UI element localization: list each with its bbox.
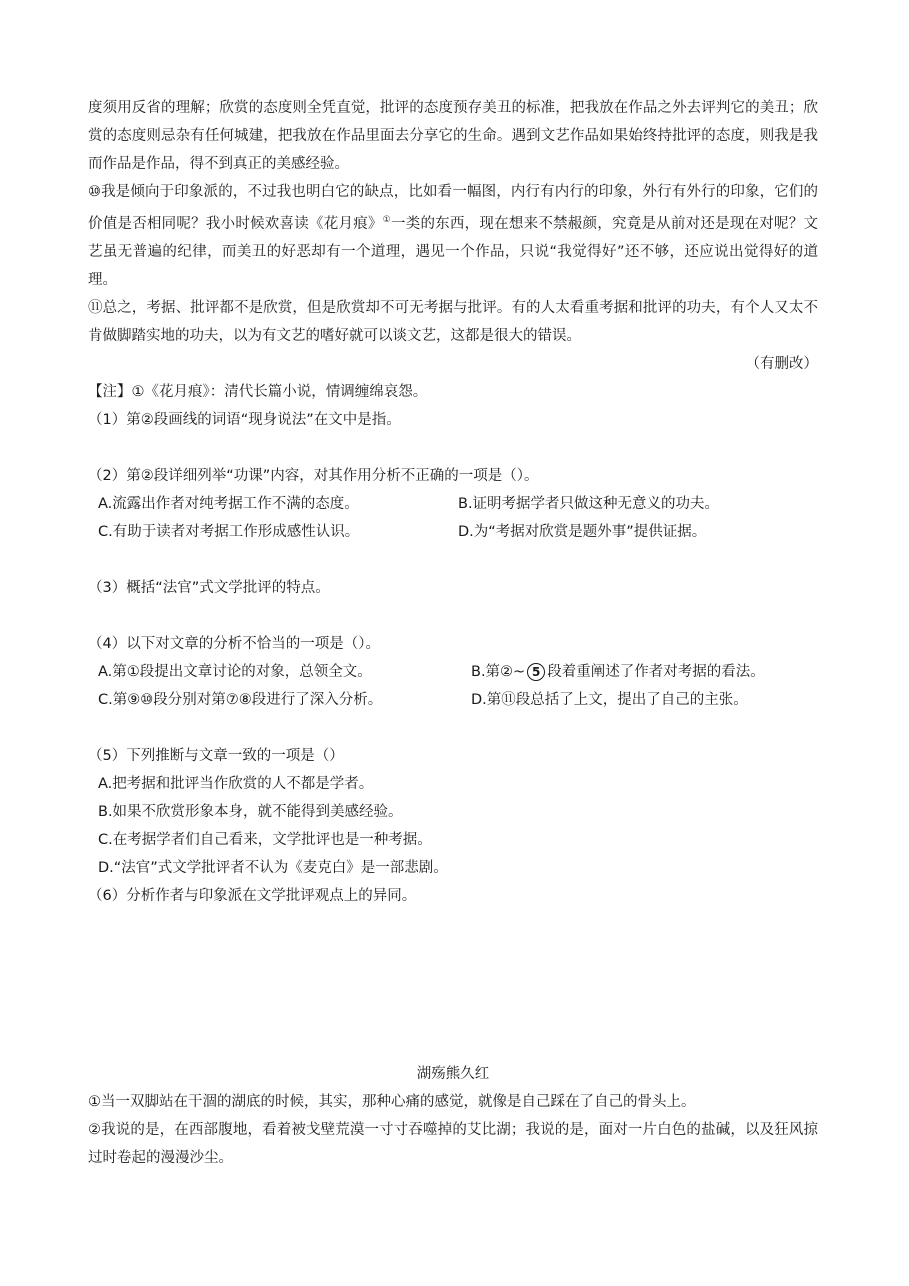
paragraph-10-text-a: ⑩我是倾向于印象派的，不过我也明白它的缺点，比如看一幅图，内行有内行的印象，外行有外行的印象，它们的价值是否相同呢？我小时候欢喜读《花月痕》 — [88, 184, 818, 232]
q5-option-b[interactable]: B.如果不欣赏形象本身，就不能得到美感经验。 — [98, 803, 403, 820]
question-2-options — [88, 490, 818, 546]
exam-page — [88, 94, 818, 1172]
q4-option-b-text: 段着重阐述了作者对考据的看法。 — [547, 663, 765, 680]
passage-paragraph-10 — [88, 178, 818, 294]
answer-space-4 — [88, 714, 818, 742]
circled-number-5: 5 — [527, 663, 545, 681]
passage-paragraph-11: ⑪总之，考据、批评都不是欣赏，但是欣赏却不可无考据与批评。有的人太看重考据和批评的功夫，有个人又太不肯做脚踏实地的功夫，以为有文艺的嗜好就可以谈文艺，这都是很大的错误。 — [88, 299, 818, 344]
answer-space-6 — [88, 910, 818, 1060]
question-4-options — [88, 658, 818, 714]
q4-option-b-prefix: B.第②~ — [471, 663, 526, 680]
q2-option-d[interactable]: D.为“考据对欣赏是题外事”提供证据。 — [458, 523, 707, 540]
q4-option-c[interactable]: C.第⑨⑩段分别对第⑦⑧段进行了深入分析。 — [98, 691, 383, 708]
footnote: 【注】①《花月痕》：清代长篇小说，情调缠绵哀怨。 — [88, 383, 428, 400]
passage-2-paragraph-1: ①当一双脚站在干涸的湖底的时候，其实，那种心痛的感觉，就像是自己踩在了自己的骨头上。 — [88, 1093, 696, 1110]
source-note: （有删改） — [745, 355, 818, 372]
footnote-marker: ① — [382, 215, 391, 225]
q5-option-c[interactable]: C.在考据学者们自己看来，文学批评也是一种考据。 — [98, 831, 432, 848]
question-2: （2）第②段详细列举“功课”内容，对其作用分析不正确的一项是（）。 — [88, 467, 539, 484]
passage-2-paragraph-2: ②我说的是，在西部腹地，看着被戈壁荒漠一寸寸吞噬掉的艾比湖；我说的是，面对一片白色的盐碱，以及狂风掠过时卷起的漫漫沙尘。 — [88, 1121, 818, 1166]
q4-option-b[interactable] — [471, 658, 818, 686]
q2-option-c[interactable]: C.有助于读者对考据工作形成感性认识。 — [98, 523, 360, 540]
q5-option-a[interactable]: A.把考据和批评当作欣赏的人不都是学者。 — [98, 775, 374, 792]
answer-space-3 — [88, 602, 818, 630]
q5-option-d[interactable]: D.“法官”式文学批评者不认为《麦克白》是一部悲剧。 — [98, 859, 448, 876]
question-6: （6）分析作者与印象派在文学批评观点上的异同。 — [88, 887, 417, 904]
question-1: （1）第②段画线的词语“现身说法”在文中是指。 — [88, 411, 401, 428]
answer-space-2 — [88, 546, 818, 574]
q2-option-a[interactable]: A.流露出作者对纯考据工作不满的态度。 — [98, 495, 359, 512]
question-4: （4）以下对文章的分析不恰当的一项是（）。 — [88, 635, 380, 652]
passage-2-title: 湖殇熊久红 — [416, 1065, 490, 1082]
question-5: （5）下列推断与文章一致的一项是（） — [88, 747, 344, 764]
paragraph-10-text-b: 一类的东西，现在想来不禁赧颜，究竟是从前对还是现在对呢？文艺虽无普遍的纪律，而美丑的好恶却有一个道理，遇见一个作品，只说“我觉得好”还不够，还应说出觉得好的道理。 — [88, 215, 819, 288]
question-3: （3）概括“法官”式文学批评的特点。 — [88, 579, 330, 596]
answer-space-1 — [88, 434, 818, 462]
q2-option-b[interactable]: B.证明考据学者只做这种无意义的功夫。 — [458, 495, 720, 512]
passage-paragraph-continued: 度须用反省的理解；欣赏的态度则全凭直觉，批评的态度预存美丑的标准，把我放在作品之外去评判它的美丑；欣赏的态度则忌杂有任何城建，把我放在作品里面去分享它的生命。遇到文艺作品如果始终持批评的态度，则我是我而作品是作品，得不到真正的美感经验。 — [88, 100, 818, 172]
q4-option-d[interactable]: D.第⑪段总括了上文，提出了自己的主张。 — [471, 691, 748, 708]
q4-option-a[interactable]: A.第①段提出文章讨论的对象，总领全文。 — [98, 663, 372, 680]
